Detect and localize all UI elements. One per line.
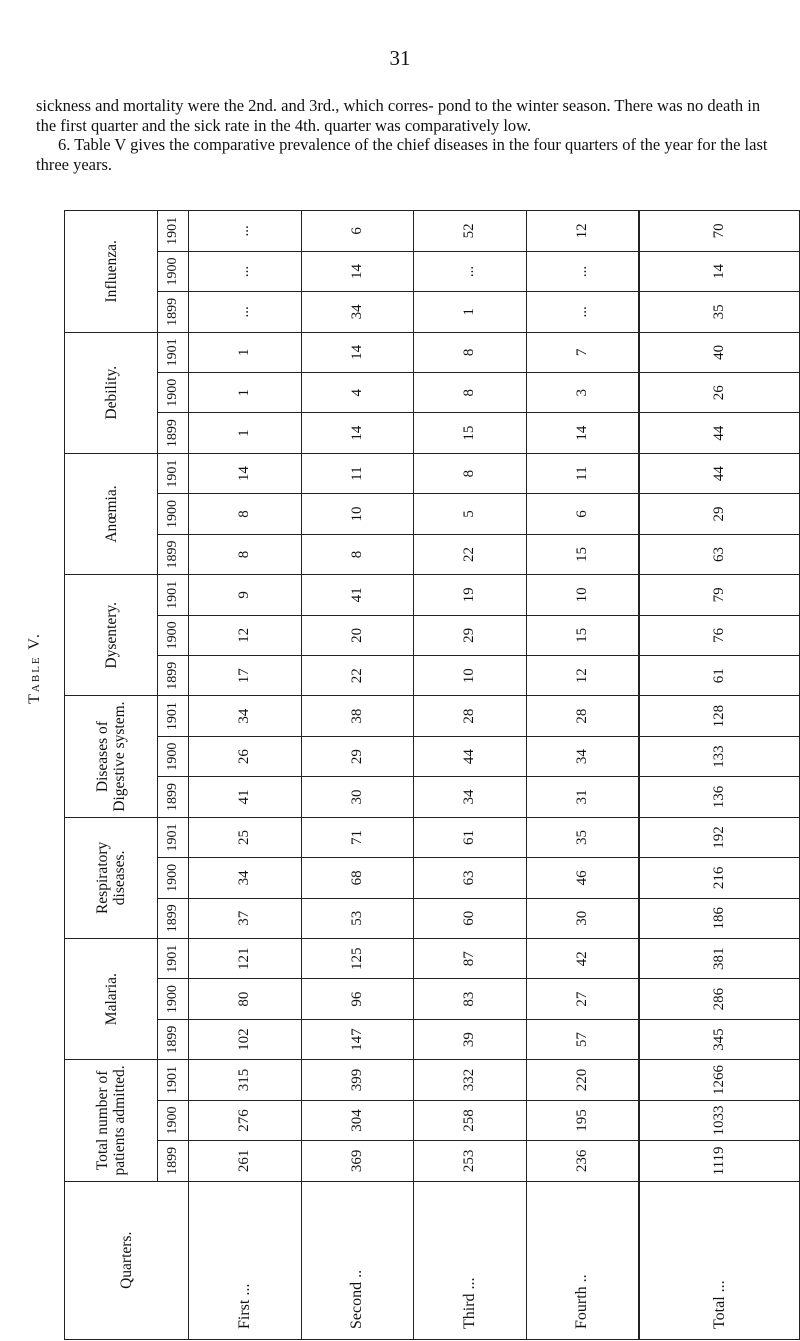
table-cell: 20 [301,615,414,655]
page-number: 31 [389,46,411,70]
table-cell: 261 [189,1141,302,1181]
intro-text [36,96,768,174]
year-header: 1901 [158,696,189,736]
table-cell: 1 [414,292,527,332]
table-cell: ... [189,251,302,291]
group-header: Total number of patients admitted. [65,1060,158,1181]
table-cell: 304 [301,1100,414,1140]
table-cell: 31 [526,777,639,817]
table-cell: 147 [301,1019,414,1059]
group-header: Influenza. [65,211,158,333]
table-cell: 53 [301,898,414,938]
table-cell: 8 [189,494,302,534]
table-cell: 216 [639,858,799,898]
paragraph: 6. Table V gives the comparative prevalence of the chief diseases in the four quarters of the year for the last three years. [36,135,768,174]
disease-table [64,210,800,1340]
table-cell: 28 [526,696,639,736]
table-cell: 102 [189,1019,302,1059]
table-cell: 5 [414,494,527,534]
table-cell: 1 [189,373,302,413]
year-header: 1900 [158,858,189,898]
year-header: 1899 [158,1019,189,1059]
table-cell: 19 [414,575,527,615]
table-cell: 4 [301,373,414,413]
table-cell: 68 [301,858,414,898]
table-row [526,211,639,1340]
table-cell: ... [526,292,639,332]
table-row [301,211,414,1340]
year-header: 1899 [158,898,189,938]
table-cell: 381 [639,939,799,979]
year-header: 1900 [158,979,189,1019]
group-header: Respiratory diseases. [65,817,158,938]
table-cell: 14 [301,251,414,291]
table-cell: 29 [414,615,527,655]
table-cell: 15 [526,615,639,655]
year-header: 1899 [158,1141,189,1181]
table-cell: 41 [189,777,302,817]
row-label: Fourth .. [526,1181,639,1339]
table-cell: 34 [189,696,302,736]
row-label: Third ... [414,1181,527,1339]
table-cell: 39 [414,1019,527,1059]
table-cell: 192 [639,817,799,857]
table-cell: 286 [639,979,799,1019]
table-cell: 14 [189,453,302,493]
table-cell: 44 [639,413,799,453]
table-cell: 29 [639,494,799,534]
table-row [189,211,302,1340]
table-cell: 195 [526,1100,639,1140]
table-cell: 27 [526,979,639,1019]
table-cell: 14 [301,413,414,453]
table-cell: 34 [189,858,302,898]
year-header: 1900 [158,615,189,655]
row-label: Total ... [639,1181,799,1339]
table-cell: 40 [639,332,799,372]
table-cell: 1033 [639,1100,799,1140]
table-cell: 17 [189,656,302,696]
table-cell: 133 [639,736,799,776]
year-header: 1899 [158,656,189,696]
year-header: 1899 [158,777,189,817]
table-cell: 220 [526,1060,639,1100]
table-cell: 125 [301,939,414,979]
group-header: Dysentery. [65,575,158,696]
table-cell: 60 [414,898,527,938]
table-cell: 121 [189,939,302,979]
table-cell: 14 [526,413,639,453]
table-cell: 8 [414,453,527,493]
table-cell: ... [526,251,639,291]
group-header: Diseases of Digestive system. [65,696,158,817]
year-header: 1900 [158,251,189,291]
table-cell: 63 [639,534,799,574]
table-cell: 35 [639,292,799,332]
year-header: 1899 [158,534,189,574]
table-cell: ... [414,251,527,291]
table-cell: 15 [526,534,639,574]
table-cell: 14 [639,251,799,291]
year-header: 1901 [158,453,189,493]
group-header: Malaria. [65,939,158,1060]
table-cell: 34 [301,292,414,332]
year-header: 1900 [158,494,189,534]
table-cell: 10 [414,656,527,696]
table-cell: 136 [639,777,799,817]
table-cell: 46 [526,858,639,898]
table-cell: 41 [301,575,414,615]
table-cell: 12 [189,615,302,655]
table-cell: 6 [526,494,639,534]
table-cell: 1266 [639,1060,799,1100]
table-cell: 186 [639,898,799,938]
table-cell: 10 [526,575,639,615]
table-cell: 8 [189,534,302,574]
year-header: 1901 [158,211,189,252]
row-label: First ... [189,1181,302,1339]
table-cell: ... [189,211,302,252]
table-cell: 8 [414,373,527,413]
table-cell: ... [189,292,302,332]
table-cell: 1 [189,413,302,453]
group-header: Anœmia. [65,453,158,574]
table-cell: 26 [189,736,302,776]
table-cell: 15 [414,413,527,453]
year-header: 1899 [158,292,189,332]
table-cell: 44 [639,453,799,493]
total-row [639,211,799,1340]
table-cell: 25 [189,817,302,857]
table-cell: 315 [189,1060,302,1100]
table-cell: 7 [526,332,639,372]
table-cell: 399 [301,1060,414,1100]
table-cell: 38 [301,696,414,736]
table-cell: 30 [301,777,414,817]
table-cell: 253 [414,1141,527,1181]
table-cell: 345 [639,1019,799,1059]
table-cell: 61 [414,817,527,857]
row-label: Second .. [301,1181,414,1339]
table-cell: 258 [414,1100,527,1140]
table-cell: 79 [639,575,799,615]
table-caption: Table V. [26,632,43,704]
table-cell: 57 [526,1019,639,1059]
group-header: Debility. [65,332,158,453]
table-cell: 71 [301,817,414,857]
table-cell: 1119 [639,1141,799,1181]
table-cell: 35 [526,817,639,857]
table-cell: 276 [189,1100,302,1140]
table-cell: 61 [639,656,799,696]
table-cell: 34 [526,736,639,776]
year-header: 1901 [158,1060,189,1100]
table-cell: 28 [414,696,527,736]
table-cell: 236 [526,1141,639,1181]
year-header: 1900 [158,1100,189,1140]
table-cell: 6 [301,211,414,252]
table-cell: 22 [301,656,414,696]
table-cell: 34 [414,777,527,817]
table-cell: 44 [414,736,527,776]
table-cell: 29 [301,736,414,776]
year-header: 1900 [158,736,189,776]
table-cell: 26 [639,373,799,413]
table-cell: 12 [526,656,639,696]
table-cell: 14 [301,332,414,372]
table-cell: 8 [414,332,527,372]
table-container [64,210,800,1340]
table-cell: 70 [639,211,799,252]
table-cell: 22 [414,534,527,574]
table-cell: 83 [414,979,527,1019]
table-cell: 42 [526,939,639,979]
year-header: 1899 [158,413,189,453]
table-cell: 10 [301,494,414,534]
table-cell: 1 [189,332,302,372]
year-header: 1901 [158,939,189,979]
quarters-header: Quarters. [65,1181,189,1339]
table-cell: 11 [301,453,414,493]
table-cell: 9 [189,575,302,615]
table-cell: 11 [526,453,639,493]
table-cell: 12 [526,211,639,252]
table-cell: 96 [301,979,414,1019]
table-cell: 332 [414,1060,527,1100]
table-cell: 76 [639,615,799,655]
paragraph: sickness and mortality were the 2nd. and 3rd., which corres- pond to the winter season. There was no death in the first quarter and the sick rate in the 4th. quarter was comparatively low. [36,96,761,135]
table-cell: 80 [189,979,302,1019]
table-cell: 8 [301,534,414,574]
year-header: 1901 [158,817,189,857]
table-cell: 37 [189,898,302,938]
year-header: 1900 [158,373,189,413]
table-cell: 52 [414,211,527,252]
table-cell: 87 [414,939,527,979]
table-cell: 30 [526,898,639,938]
table-cell: 3 [526,373,639,413]
table-cell: 369 [301,1141,414,1181]
table-cell: 128 [639,696,799,736]
table-row [414,211,527,1340]
table-cell: 63 [414,858,527,898]
year-header: 1901 [158,332,189,372]
year-header: 1901 [158,575,189,615]
